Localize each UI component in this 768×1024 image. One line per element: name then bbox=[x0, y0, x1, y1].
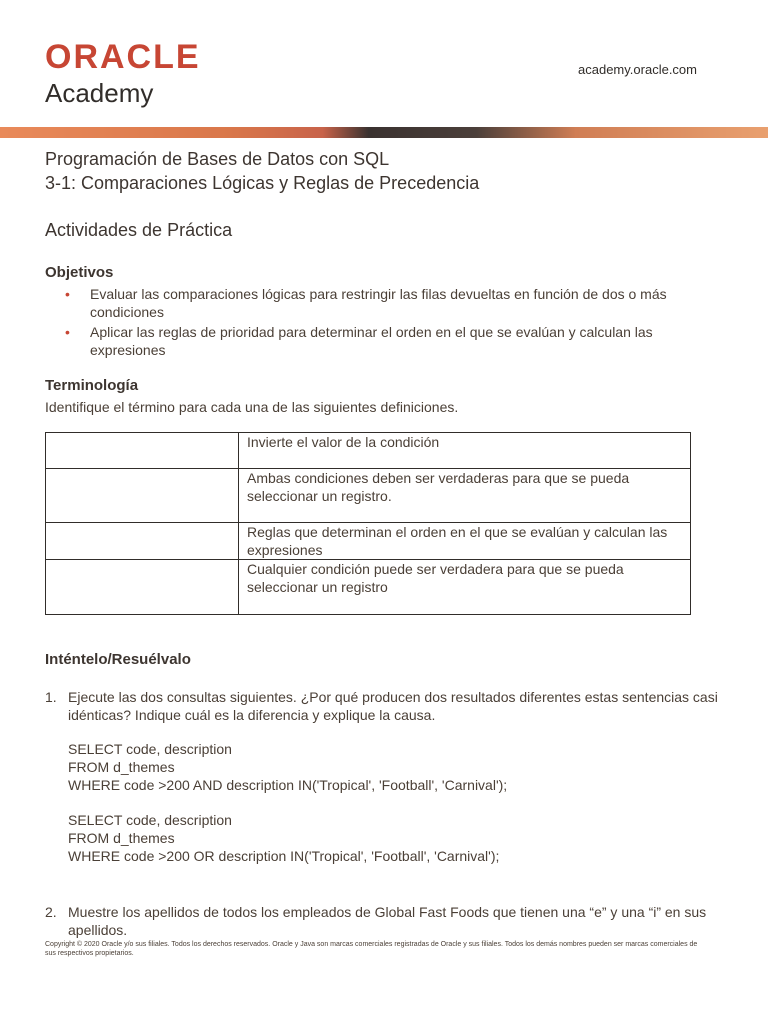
term-cell[interactable] bbox=[46, 523, 239, 560]
terminology-table bbox=[45, 432, 691, 615]
table-row bbox=[46, 469, 691, 523]
terminology-heading: Terminología bbox=[45, 377, 139, 394]
table-row bbox=[46, 560, 691, 615]
exercise-text: Muestre los apellidos de todos los empleados de Global Fast Foods que tienen una “e” y una “i” en sus apellidos. bbox=[68, 904, 707, 938]
table-row bbox=[46, 433, 691, 469]
objectives-heading: Objetivos bbox=[45, 264, 114, 281]
definition-cell: Reglas que determinan el orden en el que se evalúan y calculan las expresiones bbox=[239, 523, 691, 560]
definition-cell: Invierte el valor de la condición bbox=[239, 433, 691, 469]
term-cell[interactable] bbox=[46, 560, 239, 615]
lesson-title: 3-1: Comparaciones Lógicas y Reglas de Precedencia bbox=[45, 173, 480, 193]
course-title: Programación de Bases de Datos con SQL bbox=[45, 149, 390, 169]
exercise-number: 1. bbox=[45, 689, 57, 705]
terminology-intro: Identifique el término para cada una de las siguientes definiciones. bbox=[45, 399, 459, 415]
term-cell[interactable] bbox=[46, 469, 239, 523]
exercise-text: Ejecute las dos consultas siguientes. ¿Por qué producen dos resultados diferentes estas sentencias casi idénticas? Indique cuál es la diferencia y explique la causa. bbox=[68, 689, 718, 723]
header-banner bbox=[0, 127, 768, 138]
table-row bbox=[46, 523, 691, 560]
section-title: Actividades de Práctica bbox=[45, 220, 233, 240]
term-cell[interactable] bbox=[46, 433, 239, 469]
code-line: FROM d_themes bbox=[68, 759, 175, 775]
query-1 bbox=[68, 740, 725, 794]
exercise-2 bbox=[45, 903, 725, 939]
academy-logo-text: Academy bbox=[45, 78, 154, 108]
definition-cell: Ambas condiciones deben ser verdaderas para que se pueda seleccionar un registro. bbox=[239, 469, 691, 523]
code-line: SELECT code, description bbox=[68, 812, 232, 828]
query-2 bbox=[68, 811, 725, 865]
code-line: WHERE code >200 OR description IN('Tropical', 'Football', 'Carnival'); bbox=[68, 848, 500, 864]
code-line: WHERE code >200 AND description IN('Tropical', 'Football', 'Carnival'); bbox=[68, 777, 508, 793]
code-line: FROM d_themes bbox=[68, 830, 175, 846]
exercise-1 bbox=[45, 688, 725, 865]
oracle-logo: ORACLE bbox=[45, 38, 201, 76]
objectives-list bbox=[65, 285, 725, 361]
definition-cell: Cualquier condición puede ser verdadera para que se pueda seleccionar un registro bbox=[239, 560, 691, 615]
exercise-number: 2. bbox=[45, 904, 57, 920]
objective-item: • Aplicar las reglas de prioridad para determinar el orden en el que se evalúan y calculan las expresiones bbox=[65, 323, 725, 359]
copyright-footer: Copyright © 2020 Oracle y/o sus filiales. Todos los derechos reservados. Oracle y Java son marcas comerciales registradas de Oracle y sus filiales. Todos los demás nombres pueden ser marcas comerciales de sus respectivos propietarios. bbox=[45, 941, 698, 957]
practice-heading: Inténtelo/Resuélvalo bbox=[45, 651, 191, 668]
code-line: SELECT code, description bbox=[68, 741, 232, 757]
objective-item: • Evaluar las comparaciones lógicas para restringir las filas devueltas en función de dos o más condiciones bbox=[65, 285, 725, 321]
site-url: academy.oracle.com bbox=[578, 62, 697, 77]
